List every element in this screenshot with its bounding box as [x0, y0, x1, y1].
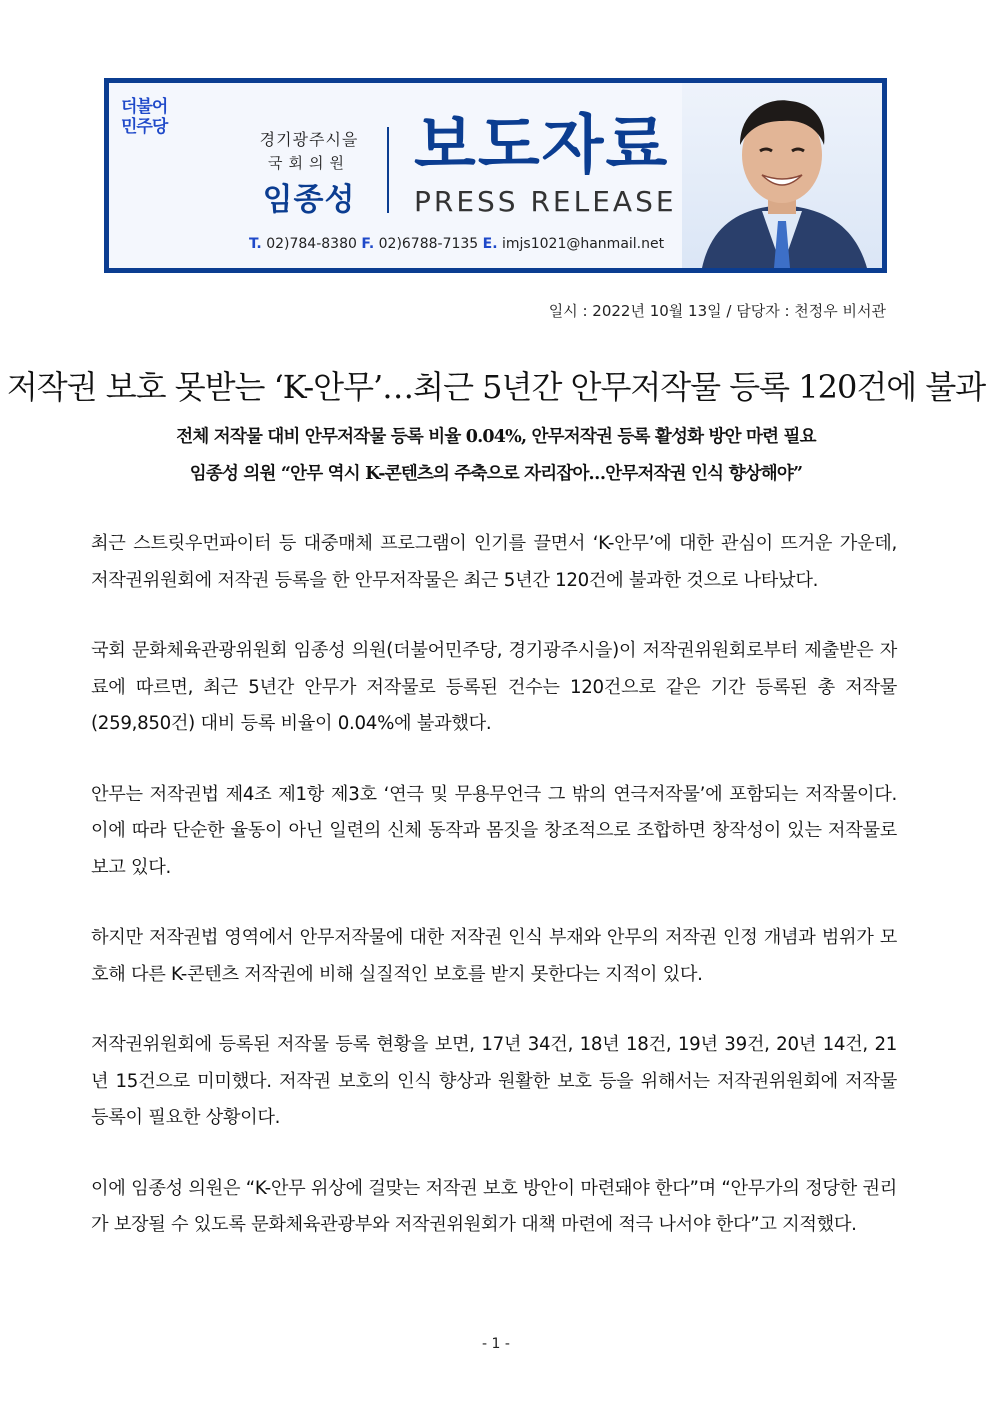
- page-number: - 1 -: [482, 1336, 510, 1352]
- subheadline-2: 임종성 의원 “안무 역시 K-콘텐츠의 주축으로 자리잡아…안무저작권 인식 향상해야”: [189, 464, 803, 484]
- phone-number: 02)784-8380: [266, 236, 357, 252]
- paragraph-3: 안무는 저작권법 제4조 제1항 제3호 ‘연극 및 무용무언극 그 밖의 연극저작물’에 포함되는 저작물이다. 이에 따라 단순한 율동이 아닌 일련의 신체 동작과 몸짓을 창조적으로 조합하면 창작성이 있는 저작물로 보고 있다.: [91, 783, 897, 878]
- article-body: [91, 526, 897, 1278]
- party-logo-line2: 민주당: [121, 117, 168, 137]
- paragraph-1: 최근 스트릿우먼파이터 등 대중매체 프로그램이 인기를 끌면서 ‘K-안무’에 대한 관심이 뜨거운 가운데, 저작권위원회에 저작권 등록을 한 안무저작물은 최근 5년간 120건에 불과한 것으로 나타났다.: [91, 533, 897, 591]
- paragraph-2: 국회 문화체육관광위원회 임종성 의원(더불어민주당, 경기광주시을)이 저작권위원회로부터 제출받은 자료에 따르면, 최근 5년간 안무가 저작물로 등록된 건수는 120건으로 같은 기간 등록된 총 저작물(259,850건) 대비 등록 비율이 0.04%에 불과했다.: [91, 640, 897, 734]
- fax-label: F.: [361, 236, 375, 252]
- press-release-title-kr: 보도자료: [414, 109, 670, 183]
- party-logo-line1: 더불어: [121, 97, 168, 117]
- fax-number: 02)6788-7135: [378, 236, 479, 252]
- lawmaker-portrait: [682, 83, 882, 268]
- dateline: 일시 : 2022년 10월 13일 / 담당자 : 천정우 비서관: [548, 302, 886, 320]
- paragraph-5: 저작권위원회에 등록된 저작물 등록 현황을 보면, 17년 34건, 18년 18건, 19년 39건, 20년 14건, 21년 15건으로 미미했다. 저작권 보호의 인식 향상과 원활한 보호 등을 위해서는 저작권위원회에 저작물 등록이 필요한 상황이다.: [91, 1034, 897, 1128]
- paragraph-6: 이에 임종성 의원은 “K-안무 위상에 걸맞는 저작권 보호 방안이 마련돼야 한다”며 “안무가의 정당한 권리가 보장될 수 있도록 문화체육관광부와 저작권위원회가 대책 마련에 적극 나서야 한다”고 지적했다.: [91, 1177, 897, 1235]
- lawmaker-region: 경기광주시을: [259, 130, 359, 149]
- lawmaker-role: 국회의원: [268, 154, 350, 172]
- contact-line: [249, 236, 664, 252]
- paragraph-4: 하지만 저작권법 영역에서 안무저작물에 대한 저작권 인식 부재와 안무의 저작권 인정 개념과 범위가 모호해 다른 K-콘텐츠 저작권에 비해 실질적인 보호를 받지 못한다는 지적이 있다.: [91, 927, 897, 985]
- banner-divider: [387, 127, 389, 213]
- press-release-banner: [104, 78, 887, 273]
- email-address: imjs1021@hanmail.net: [502, 236, 665, 252]
- headline: 저작권 보호 못받는 ‘K-안무’…최근 5년간 안무저작물 등록 120건에 불과: [6, 368, 986, 406]
- email-label: E.: [482, 236, 498, 252]
- press-release-title-en: PRESS RELEASE: [414, 185, 677, 218]
- lawmaker-name: 임종성: [262, 182, 356, 218]
- lawmaker-info: [244, 127, 374, 219]
- phone-label: T.: [249, 236, 262, 252]
- party-logo: [121, 97, 167, 137]
- subheadline-1: 전체 저작물 대비 안무저작물 등록 비율 0.04%, 안무저작권 등록 활성화 방안 마련 필요: [176, 427, 816, 447]
